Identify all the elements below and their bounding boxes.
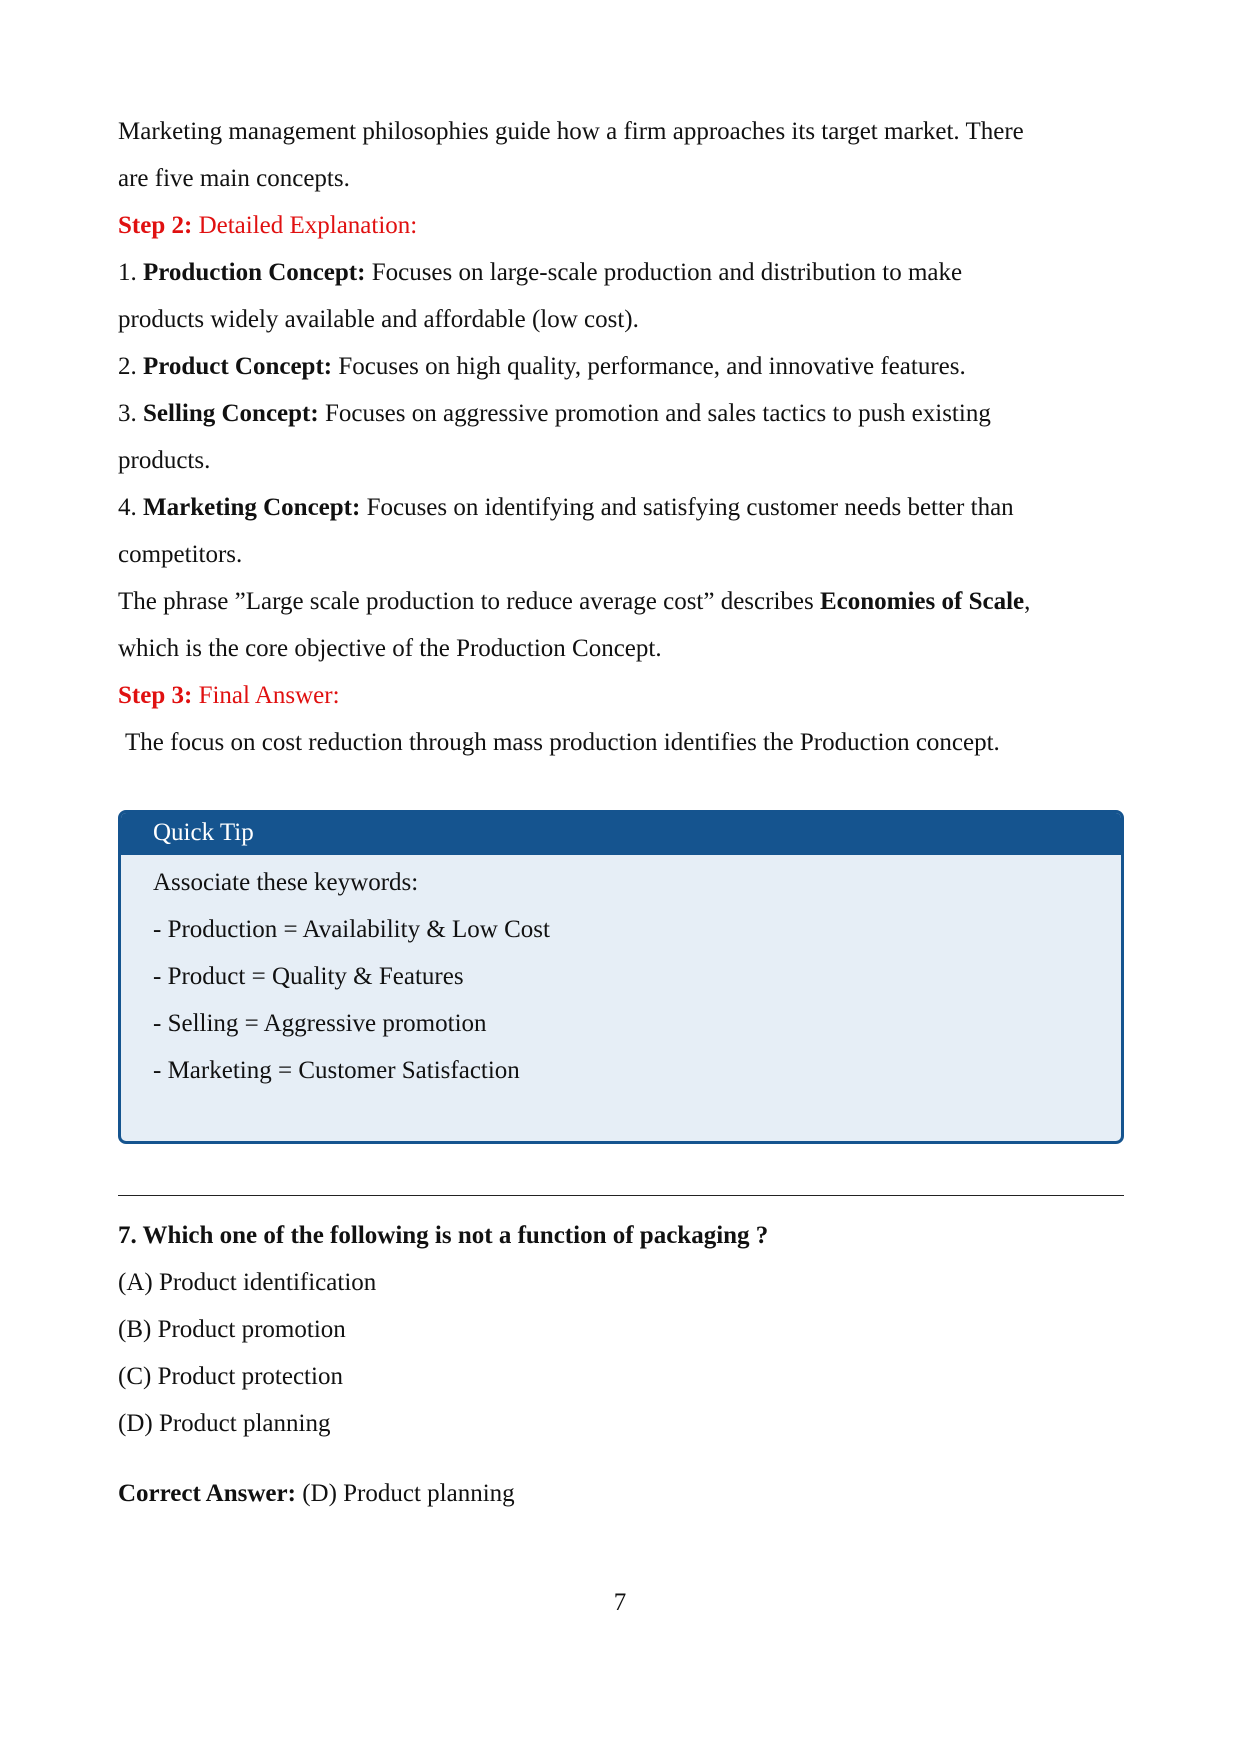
phrase-line-2: which is the core objective of the Production Concept. — [118, 635, 662, 662]
question-block — [118, 1212, 1124, 1447]
concept-number: 1. — [118, 259, 143, 286]
correct-answer-label: Correct Answer: — [118, 1480, 296, 1507]
intro-line-1: Marketing management philosophies guide how a firm approaches its target market. There — [118, 118, 1024, 145]
concept-4 — [118, 484, 1124, 531]
concept-name: Marketing Concept: — [143, 494, 361, 521]
section-divider — [118, 1195, 1124, 1196]
step-3-title: Final Answer: — [192, 682, 340, 709]
correct-answer-block — [118, 1470, 1124, 1517]
concept-2 — [118, 343, 1124, 390]
page-number: 7 — [613, 1589, 627, 1616]
option-c: (C) Product protection — [118, 1363, 343, 1390]
quick-tip-box — [118, 810, 1124, 1144]
quick-tip-body — [121, 855, 1121, 1094]
phrase-line-1 — [118, 578, 1124, 625]
correct-answer — [118, 1470, 1124, 1517]
step-2-label: Step 2: — [118, 212, 193, 239]
concept-1 — [118, 249, 1124, 296]
concept-number: 4. — [118, 494, 143, 521]
concept-text: Focuses on aggressive promotion and sales tactics to push existing — [318, 400, 991, 427]
quick-tip-line: - Marketing = Customer Satisfaction — [153, 1057, 520, 1084]
option-b: (B) Product promotion — [118, 1316, 346, 1343]
step-2-title: Detailed Explanation: — [192, 212, 418, 239]
step-3-label: Step 3: — [118, 682, 193, 709]
concept-text: Focuses on large-scale production and distribution to make — [365, 259, 963, 286]
concept-number: 2. — [118, 353, 143, 380]
step-3-heading — [118, 672, 1124, 719]
solution-body — [118, 108, 1124, 766]
concept-name: Selling Concept: — [143, 400, 319, 427]
intro-line-2: are five main concepts. — [118, 165, 350, 192]
concept-text: Focuses on identifying and satisfying customer needs better than — [360, 494, 1014, 521]
option-a: (A) Product identification — [118, 1269, 377, 1296]
option-d: (D) Product planning — [118, 1410, 331, 1437]
quick-tip-title: Quick Tip — [121, 813, 1121, 855]
concept-1-continuation: products widely available and affordable (low cost). — [118, 306, 639, 333]
quick-tip-line: Associate these keywords: — [153, 869, 419, 896]
question-text — [118, 1212, 1124, 1259]
concept-4-continuation: competitors. — [118, 541, 243, 568]
concept-name: Production Concept: — [143, 259, 366, 286]
final-answer-text: The focus on cost reduction through mass production identifies the Production concept. — [125, 729, 1000, 756]
phrase-before: The phrase ”Large scale production to reduce average cost” describes — [118, 588, 820, 615]
phrase-bold: Economies of Scale — [819, 588, 1025, 615]
concept-3 — [118, 390, 1124, 437]
quick-tip-line: - Production = Availability & Low Cost — [153, 916, 550, 943]
quick-tip-line: - Product = Quality & Features — [153, 963, 464, 990]
question-heading: 7. Which one of the following is not a function of packaging ? — [118, 1222, 769, 1249]
concept-name: Product Concept: — [143, 353, 333, 380]
step-2-heading — [118, 202, 1124, 249]
concept-text: Focuses on high quality, performance, and innovative features. — [332, 353, 966, 380]
concept-3-continuation: products. — [118, 447, 211, 474]
correct-answer-value: (D) Product planning — [295, 1480, 515, 1507]
concept-number: 3. — [118, 400, 143, 427]
quick-tip-line: - Selling = Aggressive promotion — [153, 1010, 487, 1037]
phrase-after: , — [1024, 588, 1031, 615]
